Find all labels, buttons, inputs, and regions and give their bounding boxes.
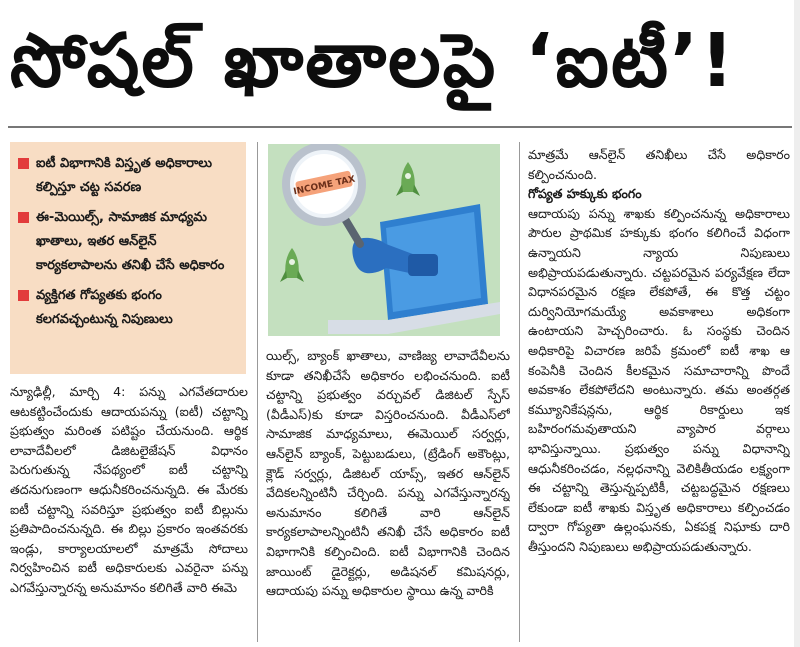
highlight-item: [18, 284, 238, 332]
bullet-square-icon: [18, 290, 29, 301]
page-edge: [794, 0, 800, 647]
column-divider: [519, 142, 520, 642]
highlight-text: వ్యక్తిగత గోప్యతకు భంగం కలగవచ్చంటున్న నిపుణులు: [36, 288, 173, 327]
article-paragraph: యిల్స్, బ్యాంక్ ఖాతాలు, వాణిజ్య లావాదేవీలను కూడా తనిఖీచేసే అధికారం లభించనుంది. ఐటీ చట్టాన్ని ప్రభుత్వం వర్చువల్ డిజిటల్ స్పేస్ (వీడీఎస్)కు కూడా విస్తరించనుంది. వీడీఎస్‌లో సామాజిక మాధ్యమాలు, ఈమెయిల్ సర్వర్లు, ఆన్‌లైన్ బ్యాంక్, పెట్టుబడులు, (ట్రేడింగ్ అకౌంట్లు, క్లౌడ్ సర్వర్లు, డిజిటల్ యాప్స్, ఇతర ఆన్‌లైన్ వేదికలన్నింటినీ చేర్చింది. పన్ను ఎగవేస్తున్నారన్న అనుమానం కలిగితే వారి ఆన్‌లైన్ కార్యకలాపాలన్నింటినీ తనిఖీ చేసే అధికారం ఐటీ విభాగానికి కల్పించింది. ఐటీ విభాగానికి చెందిన జాయింట్ డైరెక్టర్లు, అడిషనల్ కమిషనర్లు, ఆదాయపు పన్ను అధికారుల స్థాయి ఉన్న వారికి: [266, 348, 510, 599]
income-tax-illustration: [268, 144, 500, 336]
article-column-1: [10, 382, 248, 642]
illustration-svg: [268, 144, 500, 336]
highlight-item: [18, 206, 238, 278]
headline-rule: [8, 126, 792, 128]
highlight-text: ఐటీ విభాగానికి విస్తృత అధికారాలు కల్పిస్తూ చట్ట సవరణ: [36, 156, 213, 195]
article-column-3: [528, 145, 790, 642]
article-paragraph: న్యూఢిల్లీ, మార్చి 4: పన్ను ఎగవేతదారుల ఆటకట్టించేందుకు ఆదాయపన్ను (ఐటీ) చట్టాన్ని ప్రభుత్వం మరింత పటిష్టం చేయనుంది. ఆర్థిక లావాదేవీలలో డిజిటలైజేషన్ విధానం పెరుగుతున్న నేపథ్యంలో ఐటీ చట్టాన్ని తదనుగుణంగా ఆధునీకరించనున్నది. ఈ మేరకు ఐటీ చట్టాన్ని సవరిస్తూ ప్రభుత్వం ఐటీ బిల్లును ప్రతిపాదించనున్నది. ఈ బిల్లు ప్రకారం ఇంతవరకు ఇండ్లు, కార్యాలయాలలో మాత్రమే సోదాలు నిర్వహించిన ఐటీ అధికారులకు ఎవరైనా పన్ను ఎగవేస్తున్నారన్న అనుమానం కలిగితే వారి ఈమె: [10, 384, 248, 595]
highlights-box: [10, 142, 246, 374]
bullet-square-icon: [18, 212, 29, 223]
article-column-2: [266, 346, 510, 642]
magnifier-label: INCOME TAX: [292, 174, 357, 198]
headline: సోషల్ ఖాతాలపై ‘ఐటీ’!: [10, 18, 736, 104]
article-paragraph: ఆదాయపు పన్ను శాఖకు కల్పించనున్న అధికారాలు పౌరుల ప్రాథమిక హక్కుకు భంగం కలిగించే విధంగా ఉన్నాయని న్యాయ నిపుణులు అభిప్రాయపడుతున్నారు. చట్టపరమైన పర్యవేక్షణ లేదా విధానపరమైన రక్షణ లేకపోతే, ఈ కొత్త చట్టం దుర్వినియోగమయ్యే అవకాశాలు అధికంగా ఉంటాయని హెచ్చరించారు. ఓ సంస్థకు చెందిన అధికారిపై విచారణ జరిపే క్రమంలో ఐటీ శాఖ ఆ కంపెనీకి చెందిన కీలకమైన సమాచారాన్ని పొందే అవకాశం లేకపోలేదని అంటున్నారు. తమ అంతర్గత కమ్యూనికేషన్లను, ఆర్థిక రికార్డులు ఇక బహిరంగమవుతాయని వ్యాపార వర్గాలు భావిస్తున్నాయి. ప్రభుత్వం పన్ను విధానాన్ని ఆధునీకరించడం, నల్లధనాన్ని వెలికితీయడం లక్ష్యంగా ఈ చట్టాన్ని తెస్తున్నప్పటికీ, చట్టబద్ధమైన రక్షణలు లేకుండా ఐటీ శాఖకు విస్తృత అధికారాలు కల్పించడం ద్వారా గోప్యతా ఉల్లంఘనకు, ఏకపక్ష నిఘాకు దారి తీస్తుందని నిపుణులు అభిప్రాయపడుతున్నారు.: [528, 205, 790, 554]
highlight-item: [18, 152, 238, 200]
bullet-square-icon: [18, 158, 29, 169]
section-subheading: గోప్యత హక్కుకు భంగం: [528, 186, 642, 202]
highlight-text: ఈ-మెయిల్స్, సామాజిక మాధ్యమ ఖాతాలు, ఇతర ఆన్‌లైన్ కార్యకలాపాలను తనిఖీ చేసే అధికారం: [36, 210, 225, 273]
column-divider: [257, 142, 258, 642]
article-paragraph: మాత్రమే ఆన్‌లైన్ తనిఖీలు చేసే అధికారం కల్పించనుంది.: [528, 147, 790, 182]
